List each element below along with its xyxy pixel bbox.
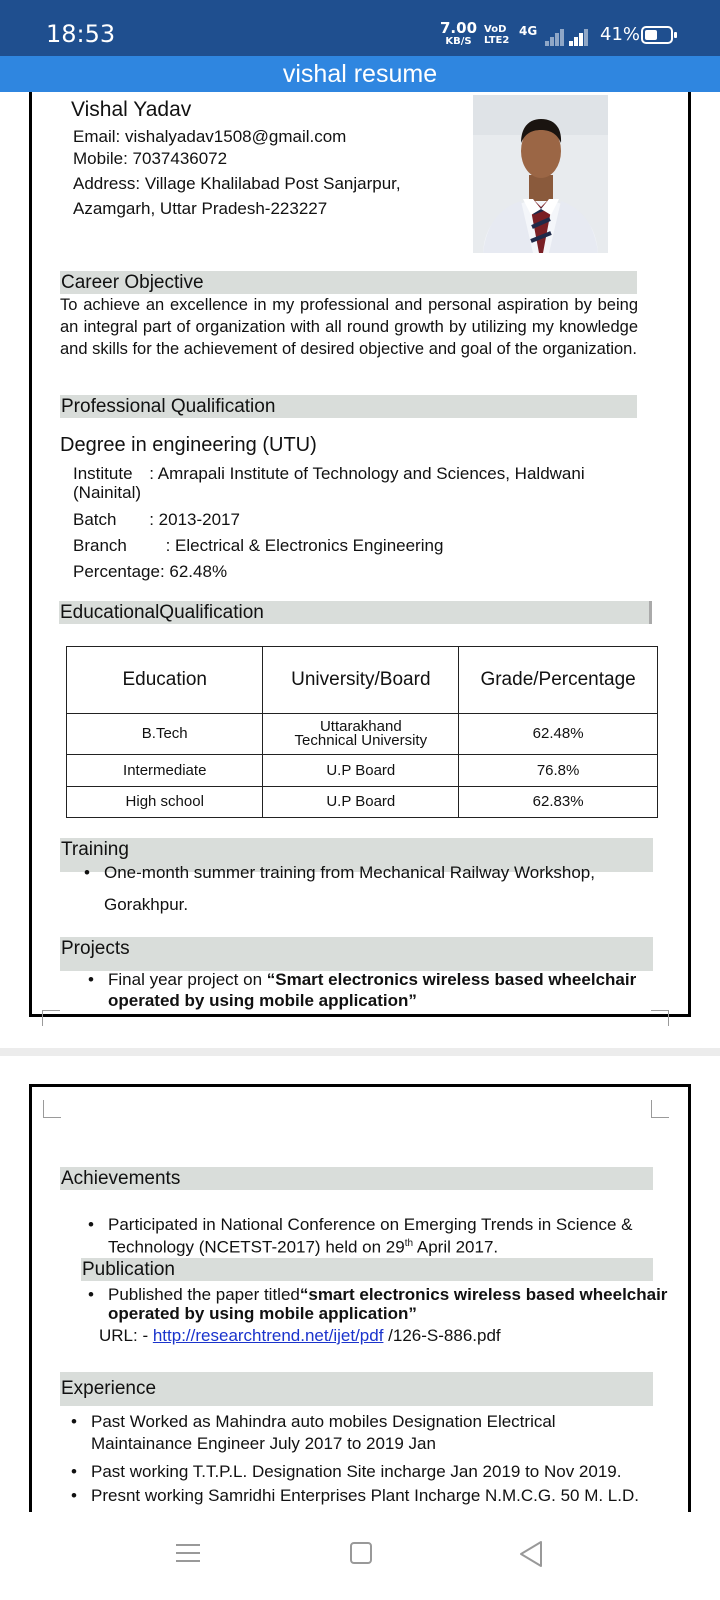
institute-label: Institute — [73, 464, 133, 483]
table-cell: Intermediate — [67, 755, 263, 787]
signal-icon-sim2 — [569, 26, 589, 46]
page-corner-mark — [651, 1100, 669, 1118]
education-table — [66, 646, 658, 818]
publication-url-link[interactable]: http://researchtrend.net/ijet/pdf — [152, 1326, 384, 1345]
publication-heading: Publication — [81, 1258, 653, 1281]
recent-apps-button[interactable] — [176, 1542, 200, 1564]
table-cell: U.P Board — [263, 755, 459, 787]
mobile-value: 7037436072 — [132, 149, 228, 168]
mobile-line — [73, 148, 227, 170]
address-value-2: Azamgarh, Uttar Pradesh-223227 — [73, 199, 328, 218]
batch-label: Batch — [73, 510, 117, 529]
address-value-1: Village Khalilabad Post Sanjarpur, — [144, 174, 401, 193]
branch-label: Branch — [73, 536, 127, 555]
table-cell: 76.8% — [459, 755, 658, 787]
publication-url-line — [99, 1325, 501, 1347]
profile-photo-image — [473, 95, 608, 253]
email-value: vishalyadav1508@gmail.com — [124, 127, 347, 146]
training-heading: Training — [60, 838, 653, 872]
table-cell: High school — [67, 787, 263, 818]
table-header-row — [67, 647, 658, 714]
document-viewer[interactable] — [0, 92, 720, 1512]
volte-icon: VoD LTE2 — [484, 24, 510, 46]
experience-item: • Past Worked as Mahindra auto mobiles Designation Electrical Maintainance Engineer July 2017 to 2019 Jan — [91, 1411, 556, 1455]
institute-value-2: (Nainital) — [73, 483, 142, 502]
project-title: “Smart electronics wireless based wheelchair — [266, 970, 637, 989]
experience-item: • Past working T.T.P.L. Designation Site incharge Jan 2019 to Nov 2019. — [91, 1461, 621, 1482]
achievements-heading: Achievements — [60, 1167, 653, 1190]
branch-value: : Electrical & Electronics Engineering — [165, 536, 444, 555]
branch-line — [73, 535, 443, 557]
publication-item — [108, 1285, 667, 1323]
achievement-item: • Participated in National Conference on Emerging Trends in Science & Technology (NCETST-2017) held on 29th April 2017. — [108, 1215, 632, 1257]
address-label: Address: — [73, 174, 141, 193]
profile-photo — [473, 95, 608, 253]
educational-qualification-heading: EducationalQualification — [59, 601, 652, 624]
table-header: University/Board — [263, 647, 459, 714]
project-title-2: operated by using mobile application” — [108, 991, 417, 1010]
network-speed-unit: KB/S — [445, 36, 472, 47]
email-line — [73, 126, 346, 148]
table-header: Grade/Percentage — [459, 647, 658, 714]
home-button[interactable] — [350, 1542, 372, 1564]
table-cell: Uttarakhand Technical University — [263, 714, 459, 755]
navigation-bar — [0, 1512, 720, 1600]
degree-title: Degree in engineering (UTU) — [60, 434, 317, 456]
experience-heading: Experience — [60, 1372, 653, 1406]
table-row — [67, 755, 658, 787]
page-corner-mark — [651, 1010, 669, 1026]
career-objective-text: To achieve an excellence in my professional and personal aspiration by being an integral part of organization with all round growth by utilizing my knowledge and skills for the achievement of desired objective and goal of the organization. — [60, 296, 638, 358]
network-speed-value: 7.00 — [440, 19, 478, 37]
page-corner-mark — [42, 1010, 60, 1026]
project-prefix: Final year project on — [108, 970, 267, 989]
url-rest: /126-S-886.pdf — [383, 1326, 501, 1345]
batch-value: : 2013-2017 — [149, 510, 240, 529]
signal-icon — [545, 26, 565, 46]
email-label: Email: — [73, 127, 121, 146]
address-line — [73, 173, 401, 195]
table-row — [67, 714, 658, 755]
experience-item: • Presnt working Samridhi Enterprises Plant Incharge N.M.C.G. 50 M. L.D. — [91, 1485, 639, 1506]
publication-title: “smart electronics wireless based wheelchair — [299, 1285, 668, 1304]
publication-title-2: operated by using mobile application” — [108, 1304, 417, 1323]
network-speed — [440, 19, 478, 48]
career-objective-heading: Career Objective — [60, 271, 637, 294]
status-time: 18:53 — [46, 20, 116, 48]
resume-name: Vishal Yadav — [71, 98, 192, 121]
battery-percent: 41% — [600, 24, 641, 45]
page-corner-mark — [43, 1100, 61, 1118]
table-cell: 62.83% — [459, 787, 658, 818]
table-cell: U.P Board — [263, 787, 459, 818]
table-header: Education — [67, 647, 263, 714]
mobile-label: Mobile: — [73, 149, 128, 168]
institute-line — [73, 463, 585, 485]
back-button[interactable] — [518, 1540, 544, 1568]
publication-prefix: Published the paper titled — [108, 1285, 300, 1304]
institute-value: : Amrapali Institute of Technology and Sciences, Haldwani — [149, 464, 585, 483]
table-row — [67, 787, 658, 818]
projects-heading: Projects — [60, 937, 653, 971]
batch-line — [73, 509, 240, 531]
status-bar — [0, 0, 720, 56]
percentage-line: Percentage: 62.48% — [73, 562, 228, 581]
project-item — [108, 969, 636, 1011]
table-cell: 62.48% — [459, 714, 658, 755]
table-cell: B.Tech — [67, 714, 263, 755]
training-item: • One-month summer training from Mechanical Railway Workshop, Gorakhpur. — [104, 857, 595, 921]
url-label: URL: - — [99, 1326, 153, 1345]
document-title: vishal resume — [0, 56, 720, 92]
page-separator — [0, 1048, 720, 1056]
battery-icon — [641, 26, 673, 44]
professional-qualification-heading: Professional Qualification — [60, 395, 637, 418]
network-type-icon: 4G — [519, 24, 538, 38]
